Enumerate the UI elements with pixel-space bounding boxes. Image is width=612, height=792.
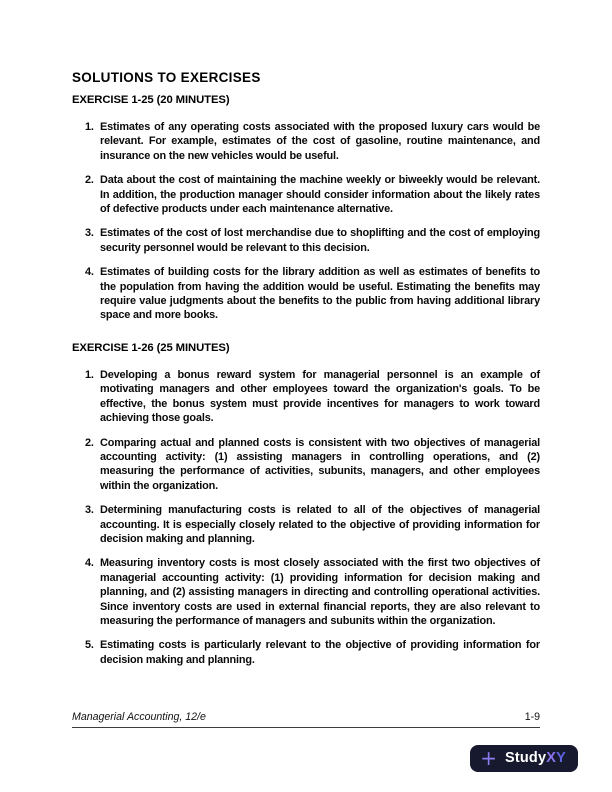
exercise-1-26-solutions [72,368,540,667]
item-text: Data about the cost of maintaining the machine weekly or biweekly would be relevant. In addition, the production manager should consider information about the likely rates of defective products under each maintenance alternative. [100,174,540,216]
page-footer [72,711,540,728]
studyxy-logo-badge[interactable] [470,745,578,772]
item-text: Developing a bonus reward system for managerial personnel is an example of motivating managers and other employees toward the organization's goals. To be effective, the bonus system must provide incentives for managers to work toward achieving those goals. [100,368,540,425]
solution-item [72,120,540,163]
footer-book-title: Managerial Accounting, 12/e [72,711,206,723]
item-number: 4. [85,557,94,570]
exercise-1-26-heading: EXERCISE 1-26 (25 MINUTES) [72,341,230,354]
solution-item [72,638,540,667]
solution-item [72,503,540,546]
solution-item [72,556,540,628]
item-number: 3. [85,504,94,517]
item-number: 1. [85,121,94,133]
exercise-1-25-heading: EXERCISE 1-25 (20 MINUTES) [72,94,230,106]
item-text: Comparing actual and planned costs is consistent with two objectives of managerial accounting activity: (1) assisting managers in controlling operations, and (2) measuring the performance of activities, subunits, managers, and other employees within the organization. [100,436,540,492]
wordmark-study: Study [504,750,547,766]
wordmark-x: X [546,750,557,766]
solution-item [72,173,540,216]
plus-icon: + [480,746,497,770]
item-text: Measuring inventory costs is most closely associated with the first two objectives of managerial accounting activity: (1) providing information for decision making and planning, and (2) assisting managers in directing and controlling operational activities. Since inventory costs are used in external financial reports, they are also relevant to measuring the performance of managers and subunits within the organization. [100,557,540,627]
item-text: Estimating costs is particularly relevant to the objective of providing information for decision making and planning. [100,639,540,666]
solution-item [72,265,540,323]
item-text: Determining manufacturing costs is related to all of the objectives of managerial accounting. It is especially closely related to the objective of providing information for decision making and planning. [100,504,540,545]
item-number: 1. [85,368,94,381]
item-number: 5. [85,639,94,652]
item-text: Estimates of building costs for the library addition as well as estimates of benefits to the population from having the addition would be useful. Estimating the benefits may require value judgments about the benefits to the public from having additional library space and more books. [100,266,540,322]
footer-page-number: 1-9 [524,711,540,723]
solution-item [72,226,540,255]
item-number: 4. [85,266,94,279]
item-number: 3. [85,227,94,240]
page-title: SOLUTIONS TO EXERCISES [72,70,261,85]
solution-item [72,436,540,494]
item-number: 2. [85,174,94,187]
item-number: 2. [85,436,94,449]
wordmark-y: Y [556,750,566,766]
page-content [72,70,540,686]
item-text: Estimates of any operating costs associated with the proposed luxury cars would be relevant. For example, estimates of the cost of gasoline, routine maintenance, and insurance on the new vehicles would be useful. [100,121,540,162]
studyxy-wordmark [505,750,566,766]
item-text: Estimates of the cost of lost merchandise due to shoplifting and the cost of employing security personnel would be relevant to this decision. [100,227,540,254]
exercise-1-25-solutions [72,120,540,323]
solution-item [72,368,540,426]
